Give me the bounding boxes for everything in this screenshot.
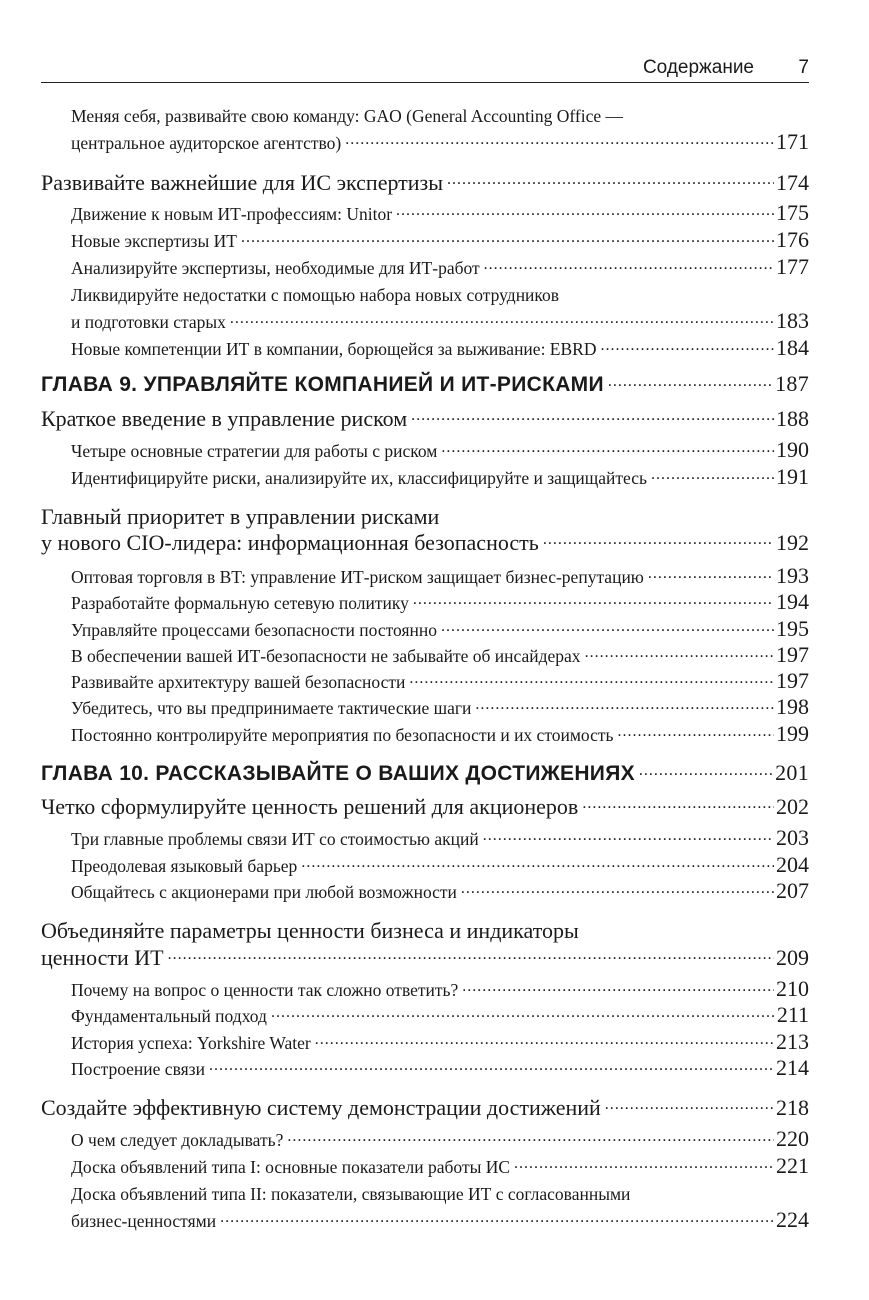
toc-entry-11-title: у нового CIO-лидера: информационная безопасность [41,530,539,555]
toc-entry-28-title: Построение связи [71,1059,205,1079]
toc-entry-28-page-number: 214 [776,1057,809,1080]
section-entry [41,169,809,197]
subsection-entry [71,1004,809,1027]
dot-leader [237,229,774,252]
toc-entry-18-title: Постоянно контролируйте мероприятия по безопасности и их стоимость [71,725,614,745]
toc-entry-29-title: Создайте эффективную систему демонстрации достижений [41,1095,601,1120]
toc-entry-25-title: Почему на вопрос о ценности так сложно ответить? [71,980,459,1000]
subsection-entry [71,591,809,614]
toc-entry-2-title: Движение к новым ИТ-профессиям: Unitor [71,204,393,224]
running-head-page-number: 7 [798,57,809,78]
toc-entry-15-page-number: 197 [776,644,809,667]
toc-entry-0-page-number: 171 [776,131,809,154]
toc-entry-5-title-line1: Ликвидируйте недостатки с помощью набора новых сотрудников [71,285,560,305]
dot-leader [458,978,774,1001]
toc-entry-15-title: В обеспечении вашей ИТ-безопасности не забывайте об инсайдерах [71,646,581,666]
toc-entry-13-page-number: 194 [776,591,809,614]
toc-entry-24-title: ценности ИТ [41,945,164,970]
subsection-entry [71,1209,809,1232]
toc-entry-19-page-number: 201 [775,760,809,785]
running-head-section: Содержание [642,57,754,78]
dot-leader [205,1057,774,1080]
dot-leader [647,466,774,489]
subsection-entry [71,1057,809,1080]
toc-entry-5-title: и подготовки старых [71,312,226,332]
dot-leader [614,723,774,746]
toc-entry-26-title: Фундаментальный подход [71,1006,267,1026]
dot-leader [480,256,774,279]
toc-entry-23-title: Общайтесь с акционерами при любой возможности [71,882,457,902]
dot-leader [405,670,774,693]
dot-leader [443,169,774,197]
subsection-entry [71,854,809,877]
subsection-entry [71,202,809,225]
toc-entry-22-page-number: 204 [776,854,809,877]
toc-entry-26-page-number: 211 [776,1004,809,1027]
toc-entry-24-page-number: 209 [776,945,809,970]
subsection-entry [71,439,809,462]
dot-leader [283,1128,774,1151]
toc-entry-21-title: Три главные проблемы связи ИТ со стоимостью акций [71,829,479,849]
toc-entry-3-title: Новые экспертизы ИТ [71,231,237,251]
dot-leader [407,405,774,433]
toc-entry-32-title: бизнес-ценностями [71,1211,217,1231]
dot-leader [341,131,774,154]
subsection-entry [71,670,809,693]
toc-entry-12-page-number: 193 [776,565,809,588]
dot-leader [164,944,774,972]
toc-entry-3-page-number: 176 [776,229,809,252]
subsection-entry [71,1031,809,1054]
toc-entry-8-page-number: 188 [776,406,809,431]
subsection-entry [71,618,809,641]
toc-entry-11-title-line1: Главный приоритет в управлении рисками [41,504,440,529]
subsection-entry [71,1155,809,1178]
toc-entry-20-page-number: 202 [776,794,809,819]
section-entry [41,405,809,433]
toc-entry-19-title: ГЛАВА 10. РАССКАЗЫВАЙТЕ О ВАШИХ ДОСТИЖЕНИЯХ [41,762,635,785]
toc-entry-7-page-number: 187 [775,371,809,396]
toc-entry-14-page-number: 195 [776,618,809,641]
toc-entry-14-title: Управляйте процессами безопасности постоянно [71,620,437,640]
toc-entry-2-page-number: 175 [776,202,809,225]
chapter-heading [41,370,809,399]
toc-entry-31-page-number: 221 [776,1155,809,1178]
dot-leader [539,529,774,557]
toc-entry-4-page-number: 177 [776,256,809,279]
subsection-entry [71,131,809,154]
subsection-entry [71,256,809,279]
toc-entry-4-title: Анализируйте экспертизы, необходимые для ИТ-работ [71,258,480,278]
toc-entry-22-title: Преодолевая языковый барьер [71,856,298,876]
toc-entry-0-title: центральное аудиторское агентство) [71,133,342,153]
toc-entry-21-page-number: 203 [776,827,809,850]
dot-leader [216,1209,774,1232]
dot-leader [267,1004,775,1027]
dot-leader [635,759,773,788]
toc-entry-8-title: Краткое введение в управление риском [41,406,408,431]
section-entry [41,1094,809,1122]
dot-leader [578,793,774,821]
subsection-entry [71,696,809,719]
dot-leader [409,591,774,614]
toc-entry-32-page-number: 224 [776,1209,809,1232]
toc-entry-0-title-line1: Меняя себя, развивайте свою команду: GAO (General Accounting Office — [71,106,624,126]
toc-entry-5-page-number: 183 [776,310,809,333]
toc-entry-29-page-number: 218 [776,1095,809,1120]
dot-leader [596,337,774,360]
toc-entry-6-title: Новые компетенции ИТ в компании, борющейся за выживание: EBRD [71,339,597,359]
dot-leader [226,310,774,333]
subsection-entry [71,644,809,667]
toc-entry-1-page-number: 174 [776,170,809,195]
section-entry [41,944,809,972]
toc-entry-7-title: ГЛАВА 9. УПРАВЛЯЙТЕ КОМПАНИЕЙ И ИТ-РИСКАМИ [41,373,604,396]
dot-leader [437,439,774,462]
toc-entry-30-page-number: 220 [776,1128,809,1151]
dot-leader [311,1031,774,1054]
toc-entry-18-page-number: 199 [776,723,809,746]
toc-entry-6-page-number: 184 [776,337,809,360]
subsection-entry [71,337,809,360]
toc-entry-31-title: Доска объявлений типа I: основные показатели работы ИС [71,1157,511,1177]
subsection-entry [71,1128,809,1151]
dot-leader [644,565,774,588]
toc-entry-20-title: Четко сформулируйте ценность решений для акционеров [41,794,579,819]
subsection-entry [71,565,809,588]
dot-leader [297,854,774,877]
dot-leader [601,1094,774,1122]
toc-entry-25-page-number: 210 [776,978,809,1001]
toc-entry-1-title: Развивайте важнейшие для ИС экспертизы [41,170,444,195]
section-entry [41,529,809,557]
subsection-entry [71,466,809,489]
dot-leader [437,618,774,641]
dot-leader [604,370,773,399]
toc-entry-12-title: Оптовая торговля в BT: управление ИТ-риском защищает бизнес-репутацию [71,567,644,587]
dot-leader [479,827,774,850]
subsection-entry [71,229,809,252]
subsection-entry [71,310,809,333]
subsection-entry [71,723,809,746]
dot-leader [510,1155,774,1178]
toc-entry-32-title-line1: Доска объявлений типа II: показатели, связывающие ИТ с согласованными [71,1184,631,1204]
toc-entry-10-title: Идентифицируйте риски, анализируйте их, классифицируйте и защищайтесь [71,468,647,488]
toc-entry-16-title: Развивайте архитектуру вашей безопасности [71,672,406,692]
dot-leader [471,696,774,719]
toc-entry-30-title: О чем следует докладывать? [71,1130,284,1150]
toc-entry-17-page-number: 198 [776,696,809,719]
toc-entry-24-title-line1: Объединяйте параметры ценности бизнеса и индикаторы [41,918,579,943]
dot-leader [392,202,774,225]
toc-entry-17-title: Убедитесь, что вы предпринимаете тактические шаги [71,698,472,718]
toc-entry-27-title: История успеха: Yorkshire Water [71,1033,311,1053]
subsection-entry [71,978,809,1001]
toc-entry-10-page-number: 191 [776,466,809,489]
subsection-entry [71,880,809,903]
toc-entry-11-page-number: 192 [776,530,809,555]
toc-entry-27-page-number: 213 [776,1031,809,1054]
chapter-heading [41,759,809,788]
toc-entry-13-title: Разработайте формальную сетевую политику [71,593,409,613]
dot-leader [581,644,774,667]
subsection-entry [71,827,809,850]
toc-entry-9-title: Четыре основные стратегии для работы с риском [71,441,438,461]
section-entry [41,793,809,821]
toc-entry-23-page-number: 207 [776,880,809,903]
toc-entry-9-page-number: 190 [776,439,809,462]
toc-entry-16-page-number: 197 [776,670,809,693]
dot-leader [457,880,774,903]
